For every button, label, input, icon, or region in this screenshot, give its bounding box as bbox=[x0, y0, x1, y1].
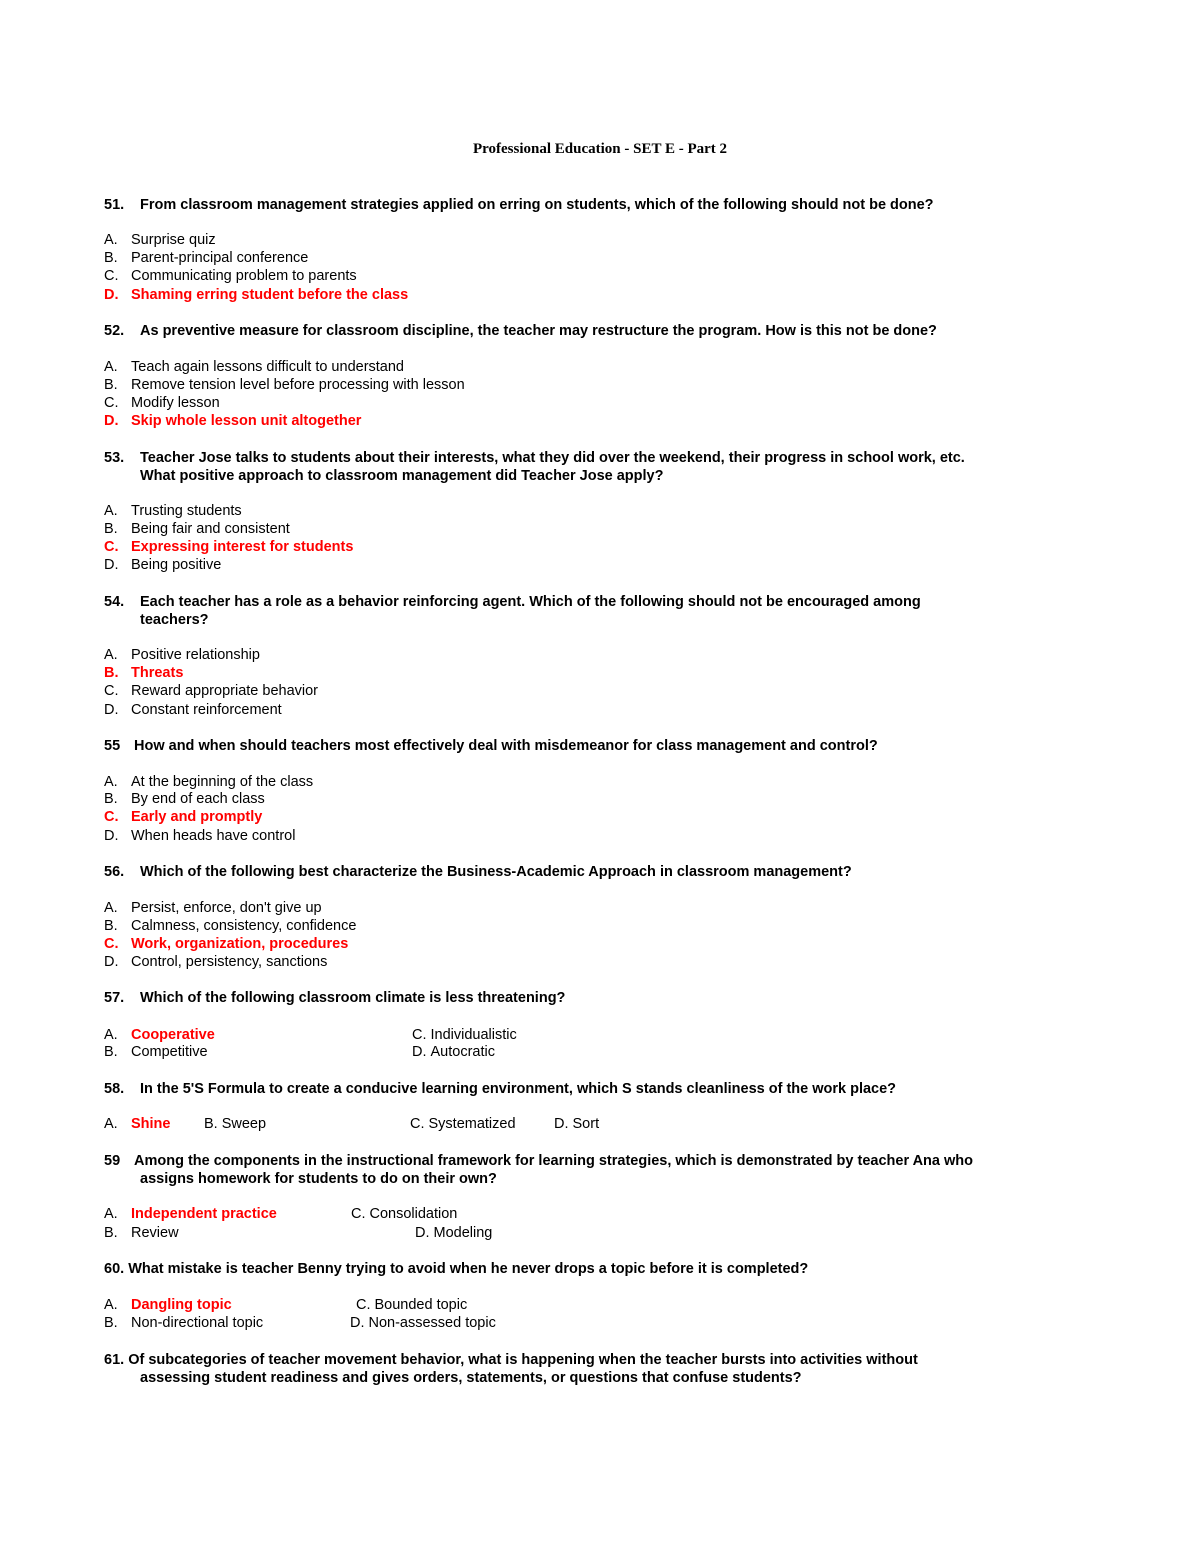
question-57 bbox=[104, 989, 1057, 1007]
option-57-a-answer: A. Cooperative bbox=[104, 1027, 215, 1043]
question-53 bbox=[104, 449, 1057, 485]
option-60-d: D. Non-assessed topic bbox=[350, 1315, 496, 1331]
question-number: 57. bbox=[104, 990, 125, 1006]
option-55-b: B. By end of each class bbox=[104, 791, 265, 807]
question-text-continued: What positive approach to classroom management did Teacher Jose apply? bbox=[140, 468, 664, 484]
option-60-a: A. Dangling topic bbox=[104, 1297, 232, 1313]
question-text-continued: assigns homework for students to do on their own? bbox=[140, 1171, 497, 1187]
option-59-d: D. Modeling bbox=[415, 1225, 493, 1241]
option-59-c: C. Consolidation bbox=[351, 1206, 458, 1222]
question-text: Teacher Jose talks to students about their interests, what they did over the weekend, their progress in school work, etc. bbox=[140, 450, 965, 466]
question-58 bbox=[104, 1080, 1057, 1098]
option-54-b-answer: B. Threats bbox=[104, 665, 184, 681]
question-text: From classroom management strategies applied on erring on students, which of the following should not be done? bbox=[140, 197, 934, 213]
option-57-b: B. Competitive bbox=[104, 1044, 208, 1060]
option-51-d-answer: D. Shaming erring student before the class bbox=[104, 287, 409, 303]
question-59 bbox=[104, 1152, 1057, 1188]
question-number: 56. bbox=[104, 864, 125, 880]
question-text: Of subcategories of teacher movement behavior, what is happening when the teacher bursts into activities without bbox=[128, 1352, 918, 1368]
answer-highlight: Dangling topic bbox=[131, 1297, 232, 1313]
option-55-a: A. At the beginning of the class bbox=[104, 774, 314, 790]
question-number: 54. bbox=[104, 594, 125, 610]
option-53-c-answer: C. Expressing interest for students bbox=[104, 539, 354, 555]
option-54-a: A. Positive relationship bbox=[104, 647, 260, 663]
option-51-a: A. Surprise quiz bbox=[104, 232, 216, 248]
option-51-b: B. Parent-principal conference bbox=[104, 250, 309, 266]
question-text: Each teacher has a role as a behavior reinforcing agent. Which of the following should not be encouraged among bbox=[140, 594, 921, 610]
option-58-b: B. Sweep bbox=[204, 1116, 267, 1132]
question-text: Among the components in the instructional framework for learning strategies, which is demonstrated by teacher Ana who bbox=[134, 1153, 973, 1169]
option-53-d: D. Being positive bbox=[104, 557, 222, 573]
option-59-a: A. Independent practice bbox=[104, 1206, 277, 1222]
question-54 bbox=[104, 593, 1057, 629]
option-56-b: B. Calmness, consistency, confidence bbox=[104, 918, 357, 934]
question-text: In the 5'S Formula to create a conducive learning environment, which S stands cleanliness of the work place? bbox=[140, 1081, 897, 1097]
option-52-a: A. Teach again lessons difficult to understand bbox=[104, 359, 404, 375]
question-text: How and when should teachers most effectively deal with misdemeanor for class management and control? bbox=[134, 738, 878, 754]
option-52-b: B. Remove tension level before processing with lesson bbox=[104, 377, 465, 393]
question-number: 60. bbox=[104, 1261, 125, 1277]
option-57-c: C. Individualistic bbox=[412, 1027, 517, 1043]
question-number: 59 bbox=[104, 1153, 121, 1169]
option-57-d: D. Autocratic bbox=[412, 1044, 495, 1060]
option-58-d: D. Sort bbox=[554, 1116, 600, 1132]
question-text-continued: assessing student readiness and gives orders, statements, or questions that confuse students? bbox=[140, 1370, 802, 1386]
option-54-c: C. Reward appropriate behavior bbox=[104, 683, 318, 699]
answer-highlight: Independent practice bbox=[131, 1206, 277, 1222]
question-60 bbox=[104, 1260, 1057, 1278]
option-52-d-answer: D. Skip whole lesson unit altogether bbox=[104, 413, 362, 429]
question-55 bbox=[104, 737, 1057, 755]
option-56-d: D. Control, persistency, sanctions bbox=[104, 954, 328, 970]
question-text: What mistake is teacher Benny trying to avoid when he never drops a topic before it is completed? bbox=[128, 1261, 809, 1277]
question-text-continued: teachers? bbox=[140, 612, 209, 628]
option-53-a: A. Trusting students bbox=[104, 503, 242, 519]
option-51-c: C. Communicating problem to parents bbox=[104, 268, 357, 284]
question-52 bbox=[104, 322, 1057, 340]
option-60-c: C. Bounded topic bbox=[356, 1297, 468, 1313]
option-55-d: D. When heads have control bbox=[104, 828, 296, 844]
question-text: Which of the following best characterize the Business-Academic Approach in classroom management? bbox=[140, 864, 852, 880]
answer-highlight: Shine bbox=[131, 1116, 171, 1132]
option-60-b: B. Non-directional topic bbox=[104, 1315, 264, 1331]
question-number: 55 bbox=[104, 738, 121, 754]
option-59-b: B. Review bbox=[104, 1225, 179, 1241]
question-text: Which of the following classroom climate is less threatening? bbox=[140, 990, 566, 1006]
option-53-b: B. Being fair and consistent bbox=[104, 521, 290, 537]
option-58-a: A. Shine bbox=[104, 1116, 171, 1132]
question-56 bbox=[104, 863, 1057, 881]
option-54-d: D. Constant reinforcement bbox=[104, 702, 282, 718]
page-title: Professional Education - SET E - Part 2 bbox=[472, 141, 728, 157]
option-58-c: C. Systematized bbox=[410, 1116, 516, 1132]
option-52-c: C. Modify lesson bbox=[104, 395, 220, 411]
option-56-a: A. Persist, enforce, don't give up bbox=[104, 900, 322, 916]
question-51 bbox=[104, 196, 1057, 214]
question-number: 51. bbox=[104, 197, 125, 213]
question-text: As preventive measure for classroom discipline, the teacher may restructure the program. How is this not be done? bbox=[140, 323, 937, 339]
question-number: 61. bbox=[104, 1352, 125, 1368]
question-number: 58. bbox=[104, 1081, 125, 1097]
question-number: 52. bbox=[104, 323, 125, 339]
option-55-c-answer: C. Early and promptly bbox=[104, 809, 263, 825]
question-number: 53. bbox=[104, 450, 125, 466]
option-56-c-answer: C. Work, organization, procedures bbox=[104, 936, 349, 952]
question-61 bbox=[104, 1351, 1057, 1387]
